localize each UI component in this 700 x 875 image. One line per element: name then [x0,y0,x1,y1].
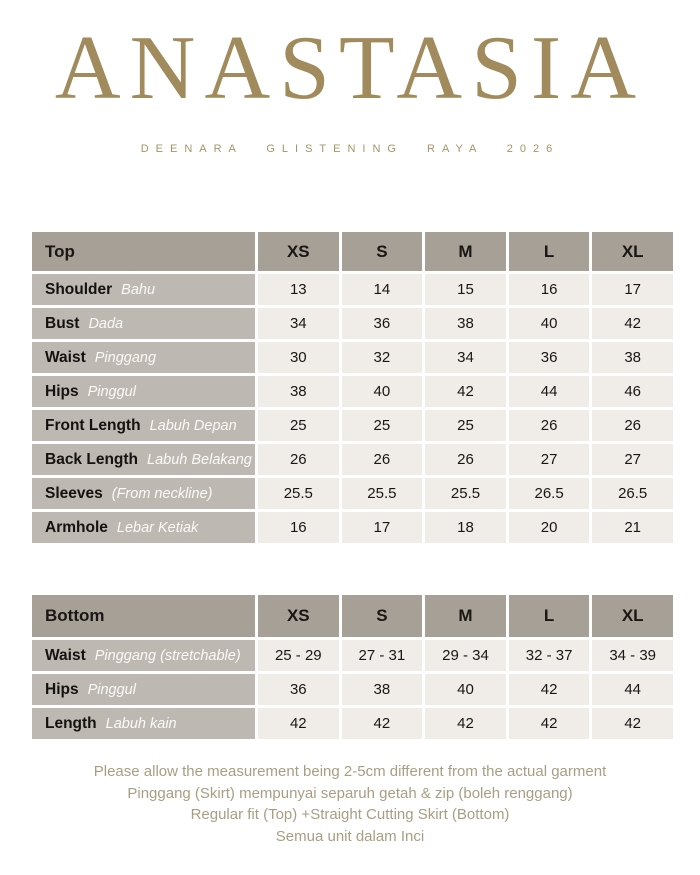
measurement-row-label [32,674,255,705]
note-line-1: Pinggang (Skirt) mempunyai separuh getah & zip (boleh renggang) [127,784,573,802]
measurement-value: 38 [592,342,673,373]
table-section-header-top: Top [32,232,255,271]
measurement-value: 25 [425,410,506,441]
measurement-value: 42 [509,674,590,705]
column-header-size-2: M [425,232,506,271]
measurement-value: 21 [592,512,673,543]
measurement-value: 26.5 [509,478,590,509]
measurement-value: 27 [592,444,673,475]
measurement-name-translation: Bahu [121,281,156,298]
measurement-value: 40 [509,308,590,339]
measurement-name-translation: Lebar Ketiak [116,519,199,536]
measurement-value: 42 [592,308,673,339]
measurement-row-label [32,708,255,739]
measurement-value: 46 [592,376,673,407]
measurement-name: Waist [45,646,86,664]
note-line-2: Regular fit (Top) +Straight Cutting Skirt (Bottom) [190,806,510,823]
note-line-0: Please allow the measurement being 2-5cm different from the actual garment [93,763,607,780]
measurement-name: Waist [45,348,86,366]
measurement-name: Shoulder [45,280,113,298]
measurement-name: Armhole [45,518,108,536]
measurement-value: 42 [509,708,590,739]
measurement-value: 36 [342,308,423,339]
measurement-name-translation: Labuh Depan [149,417,237,434]
measurement-row-label [32,274,255,305]
measurement-name: Length [45,714,97,732]
measurement-value: 26.5 [592,478,673,509]
measurement-value: 34 - 39 [592,640,673,671]
measurement-name: Sleeves [45,484,103,502]
measurement-notes [0,761,700,847]
measurement-value: 34 [258,308,339,339]
measurement-row-label [32,640,255,671]
measurement-value: 25 - 29 [258,640,339,671]
column-header-size-2: M [425,595,506,637]
measurement-value: 32 - 37 [509,640,590,671]
measurement-value: 25.5 [342,478,423,509]
brand-title: ANASTASIA [54,17,646,118]
size-table-top [32,232,673,543]
measurement-name-translation: Labuh kain [105,715,177,732]
measurement-value: 26 [592,410,673,441]
measurement-value: 16 [258,512,339,543]
collection-subtitle: DEENARA GLISTENING RAYA 2026 [140,143,560,155]
measurement-value: 29 - 34 [425,640,506,671]
measurement-row-label [32,410,255,441]
measurement-value: 30 [258,342,339,373]
measurement-value: 42 [342,708,423,739]
column-header-size-3: L [509,595,590,637]
measurement-value: 13 [258,274,339,305]
measurement-value: 44 [509,376,590,407]
measurement-value: 36 [258,674,339,705]
measurement-name-translation: Pinggul [87,681,136,698]
table-section-header-bottom: Bottom [32,595,255,637]
measurement-value: 17 [592,274,673,305]
measurement-row-label [32,376,255,407]
measurement-value: 27 - 31 [342,640,423,671]
column-header-size-1: S [342,595,423,637]
measurement-value: 25 [342,410,423,441]
measurement-value: 25.5 [258,478,339,509]
column-header-size-0: XS [258,232,339,271]
measurement-value: 20 [509,512,590,543]
measurement-name: Hips [45,382,79,400]
measurement-value: 26 [425,444,506,475]
measurement-value: 16 [509,274,590,305]
measurement-value: 25 [258,410,339,441]
measurement-value: 26 [342,444,423,475]
measurement-value: 32 [342,342,423,373]
column-header-size-1: S [342,232,423,271]
measurement-value: 34 [425,342,506,373]
measurement-name-translation: Dada [88,315,124,332]
size-table-bottom [32,595,673,739]
note-line-3: Semua unit dalam Inci [275,827,425,845]
measurement-value: 26 [258,444,339,475]
measurement-name: Hips [45,680,79,698]
measurement-row-label [32,308,255,339]
measurement-value: 27 [509,444,590,475]
measurement-value: 40 [425,674,506,705]
column-header-size-3: L [509,232,590,271]
measurement-value: 42 [258,708,339,739]
measurement-name-translation: Labuh Belakang [147,451,252,468]
measurement-name: Back Length [45,450,139,468]
column-header-size-4: XL [592,232,673,271]
measurement-name: Bust [45,314,80,332]
measurement-name-translation: Pinggul [87,383,136,400]
measurement-value: 26 [509,410,590,441]
measurement-value: 17 [342,512,423,543]
measurement-value: 36 [509,342,590,373]
measurement-name-translation: Pinggang (stretchable) [94,647,241,664]
column-header-size-4: XL [592,595,673,637]
measurement-value: 38 [342,674,423,705]
measurement-row-label [32,444,255,475]
measurement-name: Front Length [45,416,141,434]
measurement-name-translation: (From neckline) [111,485,213,502]
column-header-size-0: XS [258,595,339,637]
measurement-value: 42 [592,708,673,739]
measurement-row-label [32,478,255,509]
measurement-row-label [32,342,255,373]
measurement-value: 40 [342,376,423,407]
measurement-value: 14 [342,274,423,305]
measurement-value: 44 [592,674,673,705]
measurement-name-translation: Pinggang [94,349,157,366]
measurement-value: 38 [258,376,339,407]
measurement-value: 15 [425,274,506,305]
measurement-row-label [32,512,255,543]
measurement-value: 25.5 [425,478,506,509]
measurement-value: 18 [425,512,506,543]
measurement-value: 42 [425,708,506,739]
measurement-value: 42 [425,376,506,407]
measurement-value: 38 [425,308,506,339]
